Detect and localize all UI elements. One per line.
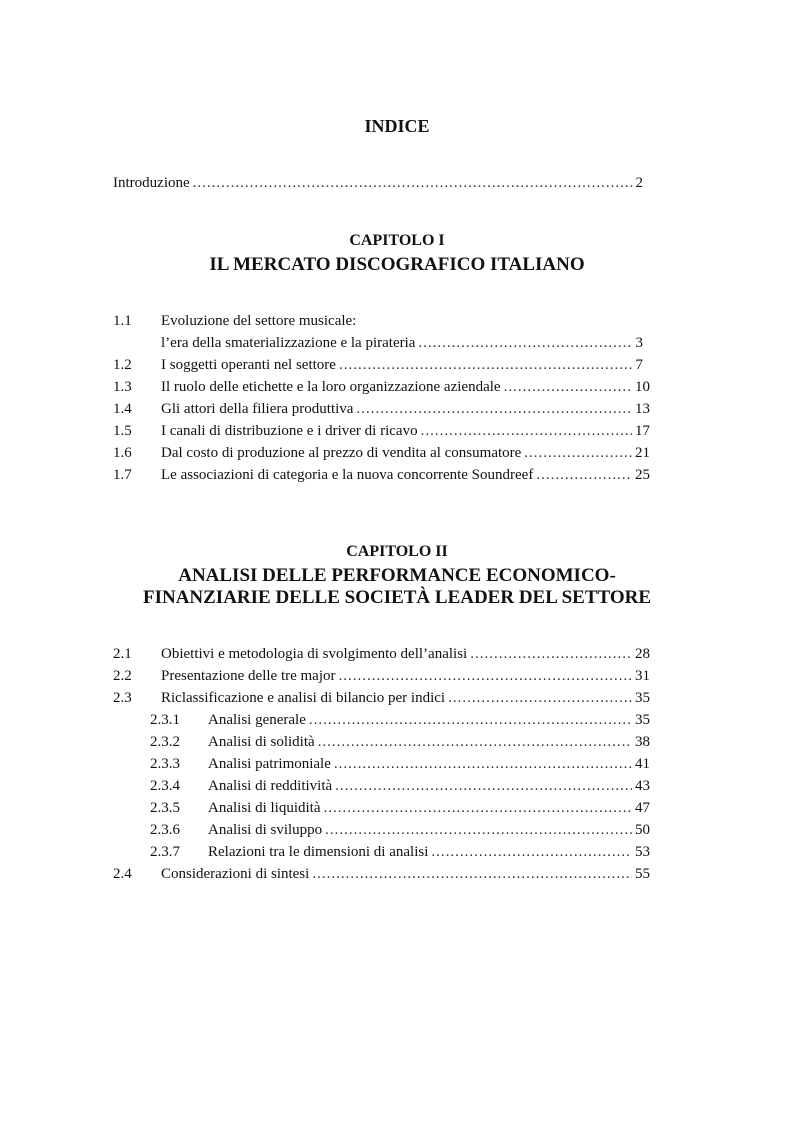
dot-leader: [339, 666, 632, 686]
toc-entry-label: Dal costo di produzione al prezzo di vendita al consumatore: [161, 445, 522, 461]
toc-entry-label: Gli attori della filiera produttiva: [161, 401, 354, 417]
toc-page-number: 17: [635, 423, 650, 439]
toc-entry-1-2[interactable]: [113, 355, 643, 375]
dot-leader: [334, 754, 632, 774]
toc-entry-number: 1.2: [113, 357, 132, 373]
toc-entry-label: I soggetti operanti nel settore: [161, 357, 336, 373]
toc-page-number: 35: [635, 712, 650, 728]
toc-page-number: 47: [635, 800, 650, 816]
dot-leader: [431, 842, 632, 862]
toc-entry-label: Riclassificazione e analisi di bilancio per indici: [161, 690, 446, 706]
page-title: INDICE: [364, 116, 430, 136]
toc-entry-2-3-7[interactable]: [150, 842, 650, 862]
toc-page-number: 43: [635, 778, 650, 794]
toc-page-number: 28: [635, 646, 650, 662]
chapter-1-title: IL MERCATO DISCOGRAFICO ITALIANO: [209, 254, 585, 275]
toc-page-number: 7: [635, 357, 643, 373]
toc-entry-label: Obiettivi e metodologia di svolgimento dell’analisi: [161, 646, 468, 662]
chapter-1-number: CAPITOLO I: [349, 232, 445, 249]
toc-entry-label: Analisi patrimoniale: [208, 756, 331, 772]
toc-entry-number: 1.4: [113, 401, 132, 417]
toc-entry-number: 1.6: [113, 445, 132, 461]
dot-leader: [318, 732, 632, 752]
toc-page-number: 21: [635, 445, 650, 461]
toc-page-number: 25: [635, 467, 650, 483]
dot-leader: [325, 820, 632, 840]
dot-leader: [339, 355, 633, 375]
toc-page-number: 2: [635, 175, 643, 191]
toc-entry-label: I canali di distribuzione e i driver di ricavo: [161, 423, 418, 439]
toc-entry-2-2[interactable]: [113, 666, 650, 686]
toc-entry-number: 2.3.3: [150, 756, 180, 772]
dot-leader: [504, 377, 632, 397]
dot-leader: [418, 333, 632, 353]
toc-page-number: 3: [635, 335, 643, 351]
toc-entry-label: Presentazione delle tre major: [161, 668, 336, 684]
toc-page-number: 53: [635, 844, 650, 860]
toc-entry-1-4[interactable]: [113, 399, 650, 419]
toc-entry-label: Analisi di liquidità: [208, 800, 321, 816]
toc-entry-number: 2.3.7: [150, 844, 180, 860]
dot-leader: [312, 864, 632, 884]
toc-entry-label: Relazioni tra le dimensioni di analisi: [208, 844, 429, 860]
dot-leader: [335, 776, 632, 796]
dot-leader: [193, 173, 633, 193]
toc-entry-label-line1: Evoluzione del settore musicale:: [161, 313, 357, 329]
dot-leader: [324, 798, 633, 818]
toc-entry-number: 2.3.6: [150, 822, 180, 838]
toc-entry-intro[interactable]: [113, 173, 643, 193]
toc-entry-number: 2.3.2: [150, 734, 180, 750]
toc-page-number: 38: [635, 734, 650, 750]
toc-entry-1-5[interactable]: [113, 421, 650, 441]
toc-entry-label: Le associazioni di categoria e la nuova concorrente Soundreef: [161, 467, 534, 483]
toc-entry-label: Analisi di solidità: [208, 734, 315, 750]
toc-entry-2-3-4[interactable]: [150, 776, 650, 796]
toc-entry-number: 2.3.5: [150, 800, 180, 816]
dot-leader: [309, 710, 632, 730]
toc-entry-number: 1.1: [113, 313, 132, 329]
toc-entry-label: l’era della smaterializzazione e la pirateria: [161, 335, 416, 351]
toc-entry-label: Considerazioni di sintesi: [161, 866, 310, 882]
toc-entry-number: 2.3.1: [150, 712, 180, 728]
toc-entry-label: Introduzione: [113, 175, 190, 191]
toc-entry-1-7[interactable]: [113, 465, 650, 485]
toc-entry-2-3-2[interactable]: [150, 732, 650, 752]
dot-leader: [448, 688, 632, 708]
toc-page-number: 50: [635, 822, 650, 838]
toc-entry-number: 2.1: [113, 646, 132, 662]
dot-leader: [524, 443, 632, 463]
dot-leader: [356, 399, 632, 419]
toc-entry-label: Il ruolo delle etichette e la loro organizzazione aziendale: [161, 379, 501, 395]
toc-entry-1-1[interactable]: [113, 333, 643, 353]
toc-entry-2-3[interactable]: [113, 688, 650, 708]
toc-page-number: 41: [635, 756, 650, 772]
toc-entry-2-3-5[interactable]: [150, 798, 650, 818]
toc-entry-number: 2.3: [113, 690, 132, 706]
toc-entry-2-1[interactable]: [113, 644, 650, 664]
toc-page-number: 35: [635, 690, 650, 706]
toc-entry-1-6[interactable]: [113, 443, 650, 463]
toc-entry-number: 2.2: [113, 668, 132, 684]
toc-page-number: 13: [635, 401, 650, 417]
toc-entry-number: 1.3: [113, 379, 132, 395]
toc-entry-2-3-1[interactable]: [150, 710, 650, 730]
toc-entry-number: 2.4: [113, 866, 132, 882]
toc-page-number: 10: [635, 379, 650, 395]
toc-entry-label: Analisi di sviluppo: [208, 822, 323, 838]
toc-page-number: 31: [635, 668, 650, 684]
toc-entry-1-3[interactable]: [113, 377, 650, 397]
toc-entry-2-3-6[interactable]: [150, 820, 650, 840]
dot-leader: [470, 644, 632, 664]
toc-page-number: 55: [635, 866, 650, 882]
dot-leader: [536, 465, 632, 485]
dot-leader: [421, 421, 632, 441]
toc-entry-number: 1.5: [113, 423, 132, 439]
chapter-2-title-line2: FINANZIARIE DELLE SOCIETÀ LEADER DEL SETTORE: [142, 587, 652, 608]
toc-entry-2-3-3[interactable]: [150, 754, 650, 774]
toc-entry-number: 2.3.4: [150, 778, 180, 794]
toc-entry-label: Analisi generale: [208, 712, 306, 728]
chapter-2-title-line1: ANALISI DELLE PERFORMANCE ECONOMICO-: [178, 565, 616, 586]
chapter-2-number: CAPITOLO II: [346, 543, 448, 560]
toc-entry-number: 1.7: [113, 467, 132, 483]
toc-entry-label: Analisi di redditività: [208, 778, 333, 794]
toc-entry-2-4[interactable]: [113, 864, 650, 884]
